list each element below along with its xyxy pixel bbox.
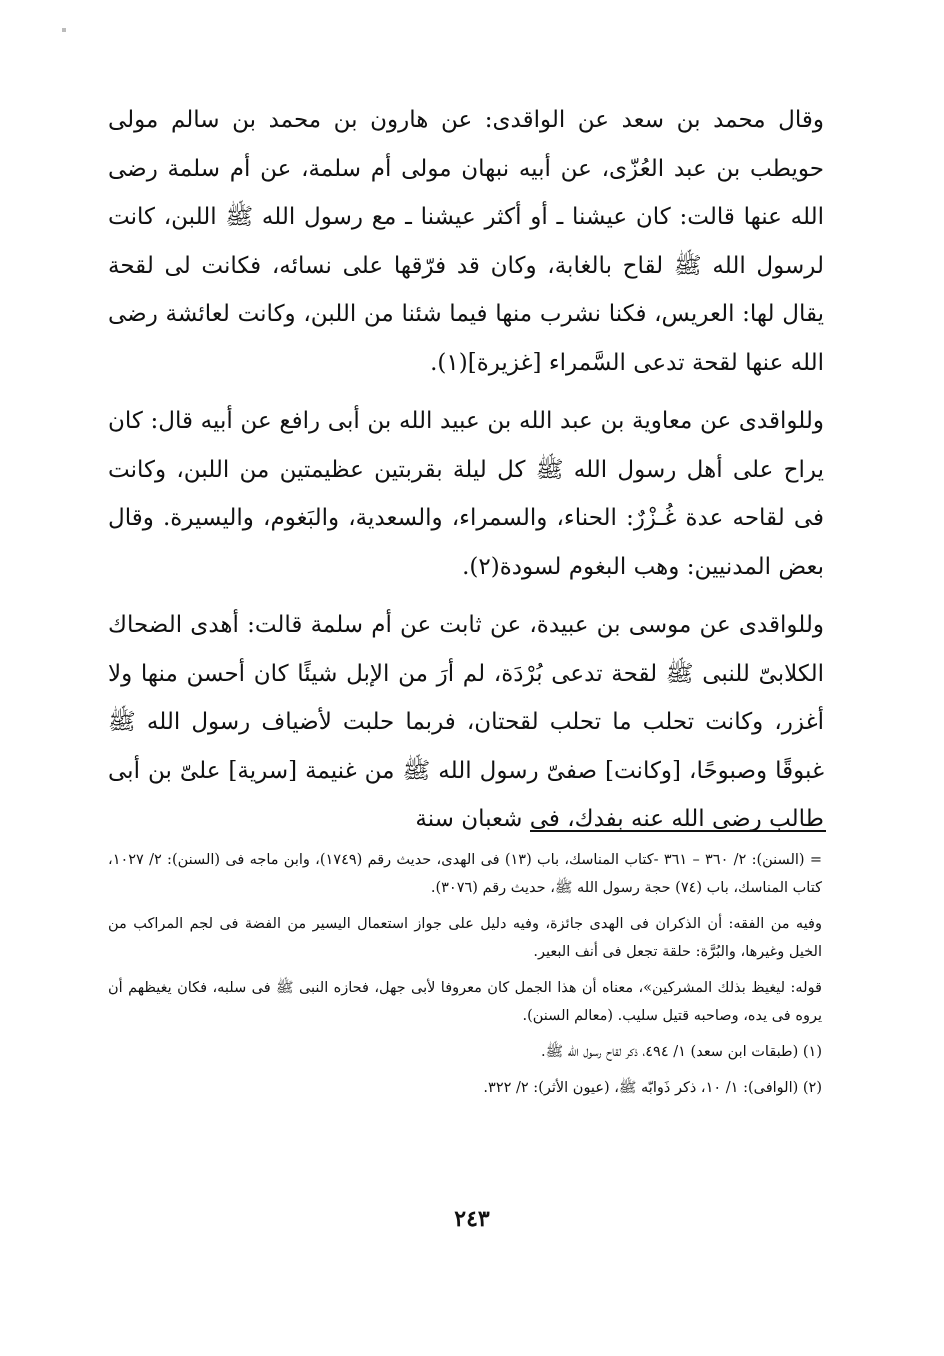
paragraph-2: وللواقدى عن معاوية بن عبد الله بن عبيد الله بن أبى رافع عن أبيه قال: كان يراح على أهل رسول الله ﷺ كل ليلة بقربتين عظيمتين من اللبن، وكانت فى لقاحه عدة غُـزْرٌ: الحناء، والسمراء، والسعدية، والبَغوم، واليسيرة. وقال بعض المدنيين: وهب البغوم لسودة(٢). — [108, 408, 824, 580]
main-text-body — [108, 96, 824, 854]
footnote-divider — [530, 830, 826, 832]
page-number: ٢٤٣ — [454, 1206, 490, 1232]
footnote-2: (٢) (الوافى): ١/ ١٠، ذكر ذَوابّه ﷺ، (عيون الأثر): ٢/ ٣٢٢. — [483, 1080, 822, 1096]
footnotes — [108, 846, 822, 1110]
paragraph-3: وللواقدى عن موسى بن عبيدة، عن ثابت عن أم سلمة قالت: أهدى الضحاك الكلابىّ للنبى ﷺ لقحة تدعى بُرْدَة، لم أرَ من الإبل شيئًا كان أحسن منها ولا أغزر، وكانت تحلب ما تحلب لقحتان، فربما حلبت لأضياف رسول الله ﷺ غبوقًا وصبوحًا، [وكانت] صفىّ رسول الله ﷺ من غنيمة [سرية] علىّ بن أبى طالب رضى الله عنه بفدك، فى شعبان سنة — [108, 612, 824, 832]
paragraph-1: وقال محمد بن سعد عن الواقدى: عن هارون بن محمد بن سالم مولى حويطب بن عبد العُزّى، عن أبيه نبهان مولى أم سلمة، عن أم سلمة رضى الله عنها قالت: كان عيشنا ـ أو أكثر عيشنا ـ مع رسول الله ﷺ اللبن، كانت لرسول الله ﷺ لقاح بالغابة، وكان قد فرّقها على نسائه، فكانت لى لقحة يقال لها: العريس، فكنا نشرب منها فيما شئنا من اللبن، وكانت لعائشة رضى الله عنها لقحة تدعى السَّمراء [غزيرة](١). — [108, 107, 824, 376]
footnote-continuation: = (السنن): ٢/ ٣٦٠ – ٣٦١ -كتاب المناسك، باب (١٣) فى الهدى، حديث رقم (١٧٤٩)، وابن ماجه فى (السنن): ٢/ ١٠٢٧، كتاب المناسك، باب (٧٤) حجة رسول الله ﷺ، حديث رقم (٣٠٧٦). — [108, 852, 822, 896]
scan-speck — [62, 28, 66, 32]
footnote-qawluh: قوله: ليغيظ بذلك المشركين»، معناه أن هذا الجمل كان معروفا لأبى جهل، فحازه النبى ﷺ فى سلبه، فكان يغيظهم أن يروه فى يده، وصاحبه قتيل سليب. (معالم السنن). — [108, 980, 822, 1024]
footnote-fiqh: وفيه من الفقه: أن الذكران فى الهدى جائزة، وفيه دليل على جواز استعمال اليسير من الفضة فى لجم المراكب من الخيل وغيرها، والبُرَّة: حلقة تجعل فى أنف البعير. — [108, 916, 822, 960]
footnote-1: (١) (طبقات ابن سعد) ١/ ٤٩٤، ذكر لقاح رسول الله ﷺ. — [541, 1044, 822, 1060]
